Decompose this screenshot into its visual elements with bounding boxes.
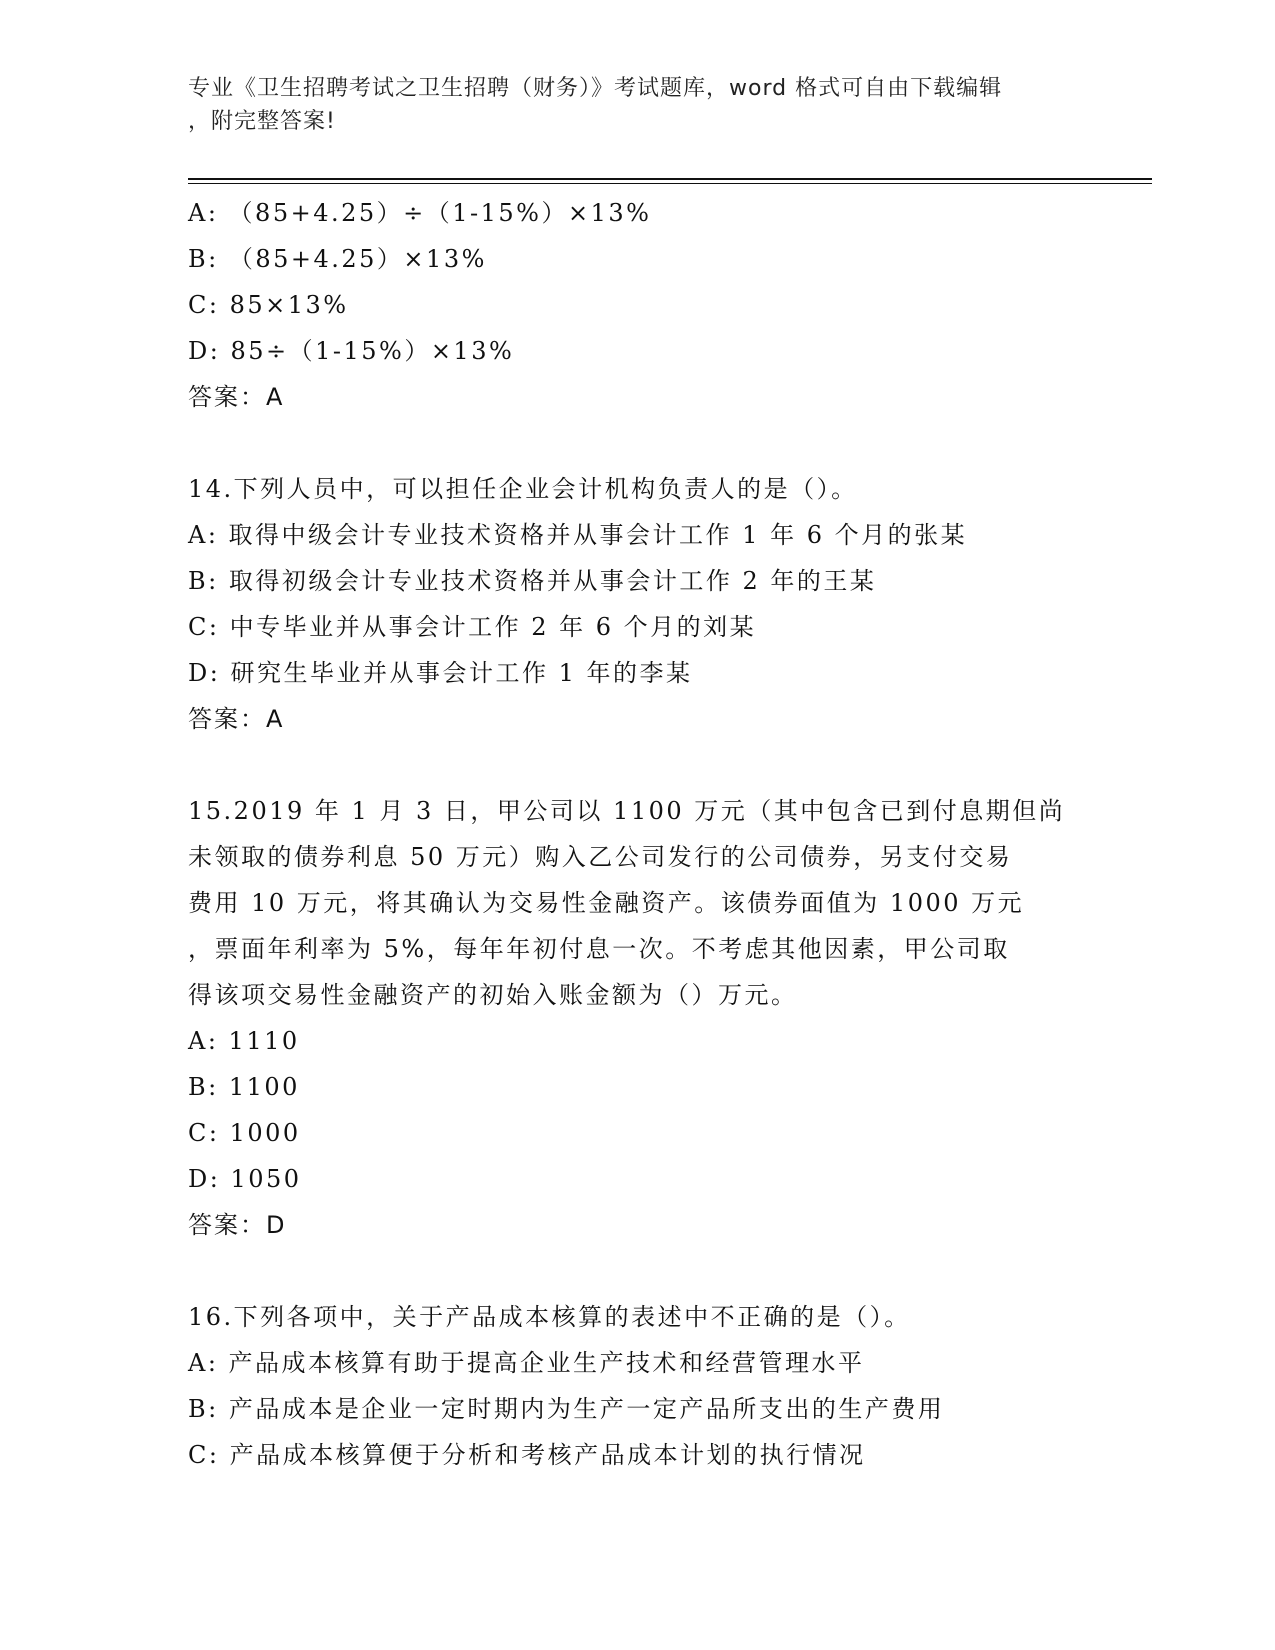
option-d: D: 研究生毕业并从事会计工作 1 年的李某 xyxy=(188,659,693,687)
header-divider-thin xyxy=(188,183,1152,184)
question-stem-line: 15.2019 年 1 月 3 日，甲公司以 1100 万元（其中包含已到付息期但尚 xyxy=(188,797,1066,825)
answer: 答案：A xyxy=(188,705,285,733)
answer: 答案：A xyxy=(188,383,285,411)
option-a: A: （85+4.25）÷（1-15%）×13% xyxy=(188,199,652,227)
option-a: A: 1110 xyxy=(188,1027,300,1055)
question-stem-line: 未领取的债券利息 50 万元）购入乙公司发行的公司债券，另支付交易 xyxy=(188,843,1013,871)
question-stem-line: 费用 10 万元，将其确认为交易性金融资产。该债券面值为 1000 万元 xyxy=(188,889,1025,917)
option-b: B: 1100 xyxy=(188,1073,300,1101)
question-list xyxy=(188,190,1088,1478)
question-16 xyxy=(188,1294,1088,1478)
option-c: C: 85×13% xyxy=(188,291,349,319)
question-13-tail xyxy=(188,190,1088,420)
question-stem: 14.下列人员中，可以担任企业会计机构负责人的是（）。 xyxy=(188,475,858,503)
option-c: C: 中专毕业并从事会计工作 2 年 6 个月的刘某 xyxy=(188,613,757,641)
question-stem-line: ，票面年利率为 5%，每年年初付息一次。不考虑其他因素，甲公司取 xyxy=(188,935,1010,963)
header-line-1: 专业《卫生招聘考试之卫生招聘（财务）》考试题库，word 格式可自由下载编辑 xyxy=(188,76,1003,101)
option-a: A: 取得中级会计专业技术资格并从事会计工作 1 年 6 个月的张某 xyxy=(188,521,968,549)
question-stem: 16.下列各项中，关于产品成本核算的表述中不正确的是（）。 xyxy=(188,1303,911,1331)
header-line-2: ，附完整答案! xyxy=(188,109,336,134)
option-c: C: 产品成本核算便于分析和考核产品成本计划的执行情况 xyxy=(188,1441,866,1469)
spacer xyxy=(188,420,1088,466)
spacer xyxy=(188,1248,1088,1294)
question-14 xyxy=(188,466,1088,742)
option-d: D: 1050 xyxy=(188,1165,302,1193)
document-header xyxy=(188,72,1088,138)
question-15 xyxy=(188,788,1088,1248)
option-c: C: 1000 xyxy=(188,1119,301,1147)
option-b: B: 取得初级会计专业技术资格并从事会计工作 2 年的王某 xyxy=(188,567,877,595)
spacer xyxy=(188,742,1088,788)
option-b: B: 产品成本是企业一定时期内为生产一定产品所支出的生产费用 xyxy=(188,1395,945,1423)
question-stem-line: 得该项交易性金融资产的初始入账金额为（）万元。 xyxy=(188,981,798,1009)
header-divider-thick xyxy=(188,178,1152,180)
option-b: B: （85+4.25）×13% xyxy=(188,245,487,273)
option-d: D: 85÷（1-15%）×13% xyxy=(188,337,515,365)
answer: 答案：D xyxy=(188,1211,287,1239)
option-a: A: 产品成本核算有助于提高企业生产技术和经营管理水平 xyxy=(188,1349,865,1377)
